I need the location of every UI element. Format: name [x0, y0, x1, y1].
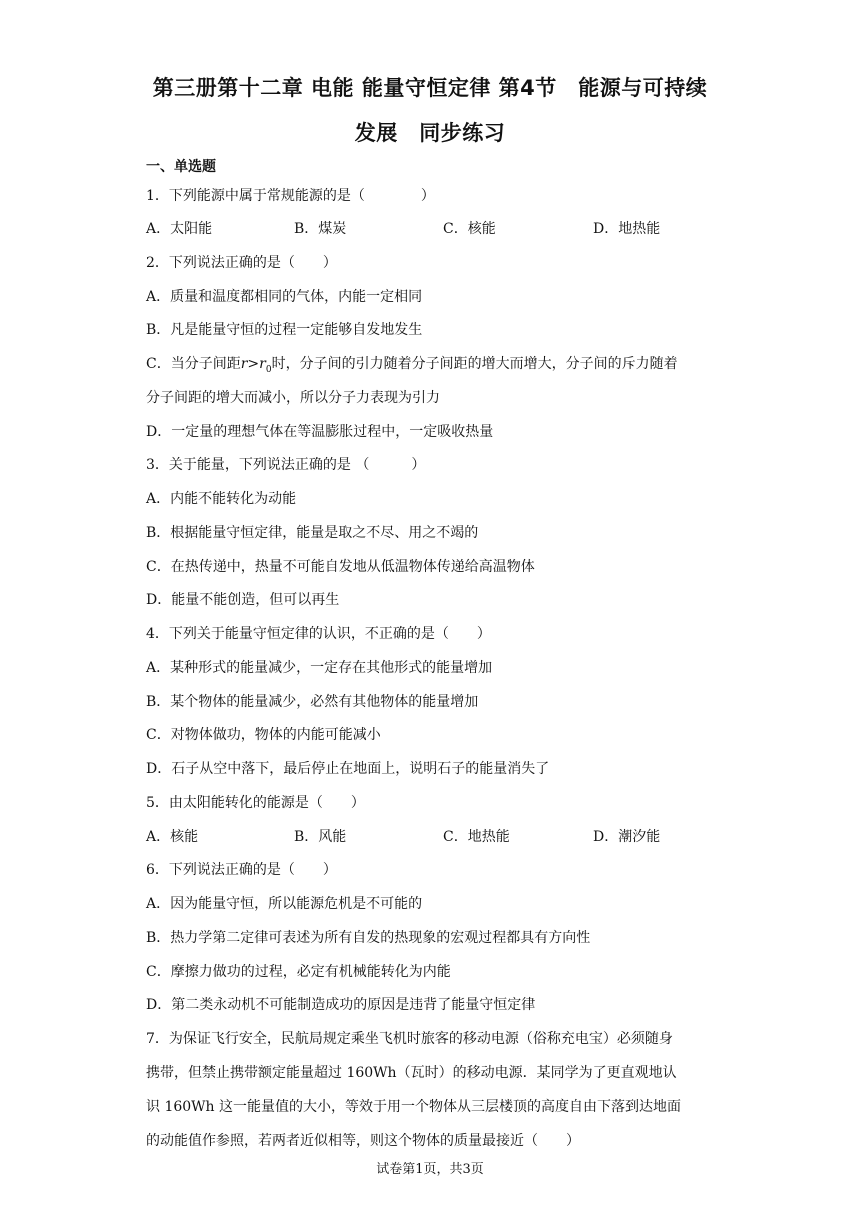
subscript-zero: 0 — [265, 364, 272, 375]
question-6-option-b: B．热力学第二定律可表述为所有自发的热现象的宏观过程都具有方向性 — [146, 930, 591, 946]
question-2-option-b: B．凡是能量守恒的过程一定能够自发地发生 — [146, 322, 423, 338]
question-5-option-d: D．潮汐能 — [593, 829, 661, 845]
question-2-option-a: A．质量和温度都相同的气体，内能一定相同 — [146, 289, 423, 305]
question-5-option-b: B．风能 — [294, 829, 347, 845]
option-c-prefix: C．当分子间距 — [146, 356, 241, 372]
question-3-option-a: A．内能不能转化为动能 — [146, 491, 297, 507]
question-3-stem: 3．关于能量，下列说法正确的是 （ ） — [146, 457, 426, 473]
question-4-option-b: B．某个物体的能量减少，必然有其他物体的能量增加 — [146, 694, 479, 710]
variable-r: r — [240, 356, 248, 372]
question-6-stem: 6．下列说法正确的是（ ） — [146, 862, 337, 878]
question-3-option-c: C．在热传递中，热量不可能自发地从低温物体传递给高温物体 — [146, 559, 535, 575]
question-6-option-d: D．第二类永动机不可能制造成功的原因是违背了能量守恒定律 — [146, 997, 536, 1013]
question-5-option-a: A．核能 — [146, 829, 199, 845]
page-footer: 试卷第1页，共3页 — [376, 1162, 484, 1177]
variable-r0: r — [259, 356, 266, 372]
question-2-stem: 2．下列说法正确的是（ ） — [146, 255, 337, 271]
question-4-stem: 4．下列关于能量守恒定律的认识，不正确的是（ ） — [146, 626, 491, 642]
option-c-rest: 时，分子间的引力随着分子间距的增大而增大，分子间的斥力随着 — [271, 356, 678, 372]
question-1-option-d: D．地热能 — [593, 221, 661, 237]
question-2-option-d: D．一定量的理想气体在等温膨胀过程中，一定吸收热量 — [146, 424, 494, 440]
question-4-option-a: A．某种形式的能量减少，一定存在其他形式的能量增加 — [146, 660, 493, 676]
section-heading: 一、单选题 — [146, 159, 216, 175]
page-title-line-1: 第三册第十二章 电能 能量守恒定律 第4节 能源与可持续 — [152, 76, 708, 100]
page-title-line-2: 发展 同步练习 — [354, 121, 506, 145]
question-4-option-c: C．对物体做功，物体的内能可能减小 — [146, 727, 381, 743]
question-1-stem: 1．下列能源中属于常规能源的是（ ） — [146, 188, 435, 204]
question-1-option-a: A．太阳能 — [146, 221, 213, 237]
question-7-line-3: 识 160Wh 这一能量值的大小，等效于用一个物体从三层楼顶的高度自由下落到达地面 — [146, 1099, 682, 1115]
greater-than-sign: > — [247, 356, 260, 372]
question-6-option-a: A．因为能量守恒，所以能源危机是不可能的 — [146, 896, 423, 912]
question-1-option-b: B．煤炭 — [294, 221, 347, 237]
question-1-option-c: C．核能 — [443, 221, 496, 237]
question-2-option-c-line-1 — [146, 354, 678, 380]
question-7-line-1: 7．为保证飞行安全，民航局规定乘坐飞机时旅客的移动电源（俗称充电宝）必须随身 — [146, 1031, 673, 1047]
question-5-option-c: C．地热能 — [443, 829, 510, 845]
question-3-option-d: D．能量不能创造，但可以再生 — [146, 592, 340, 608]
question-6-option-c: C．摩擦力做功的过程，必定有机械能转化为内能 — [146, 964, 451, 980]
question-5-stem: 5．由太阳能转化的能源是（ ） — [146, 795, 365, 811]
question-3-option-b: B．根据能量守恒定律，能量是取之不尽、用之不竭的 — [146, 525, 479, 541]
question-7-line-4: 的动能值作参照，若两者近似相等，则这个物体的质量最接近（ ） — [146, 1133, 580, 1149]
question-4-option-d: D．石子从空中落下，最后停止在地面上，说明石子的能量消失了 — [146, 761, 550, 777]
question-2-option-c-line-2: 分子间距的增大而减小，所以分子力表现为引力 — [146, 390, 440, 406]
question-7-line-2: 携带，但禁止携带额定能量超过 160Wh（瓦时）的移动电源．某同学为了更直观地认 — [146, 1065, 677, 1081]
